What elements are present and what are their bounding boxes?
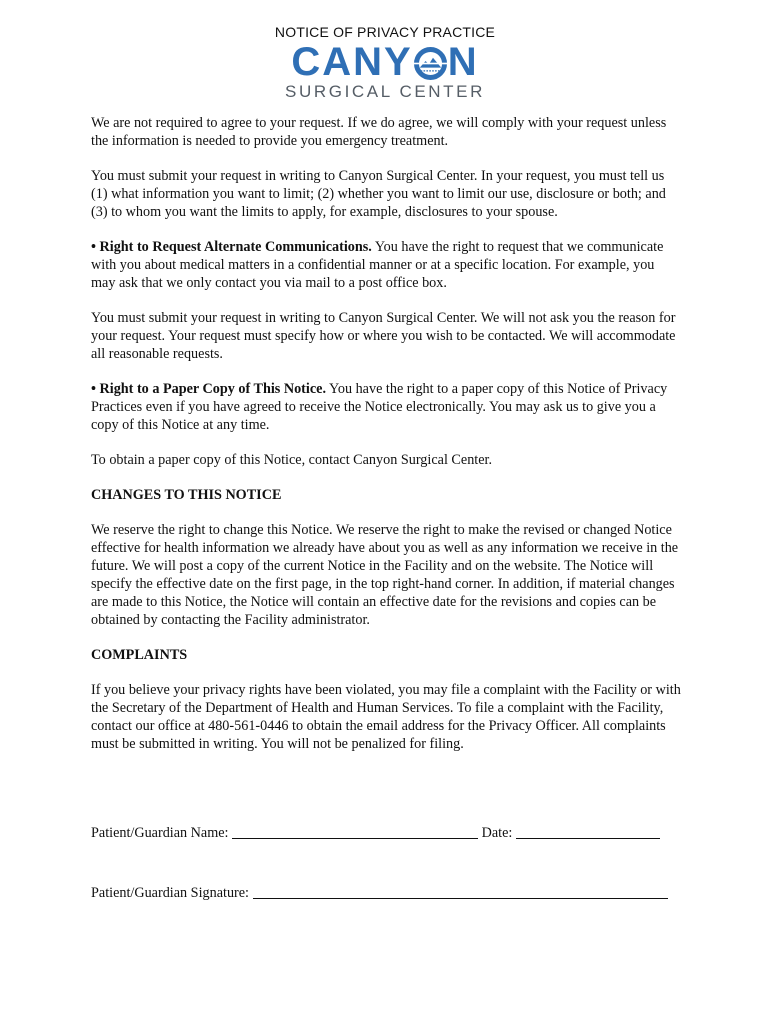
name-label: Patient/Guardian Name:: [91, 825, 229, 841]
paper-copy-text: You have the right to a paper copy of this Notice of Privacy Practices even if you have agreed to receive the Notice electronically. You may ask us to give you a copy of this Notice at any time.: [91, 381, 668, 433]
complaints-heading: COMPLAINTS: [91, 647, 188, 663]
paragraph-complaints: If you believe your privacy rights have been violated, you may file a complaint with the Facility or with the Secretary of the Department of Health and Human Services. To file a complaint with the Facility, contact our office at 480-561-0446 to obtain the email address for the Privacy Officer. All complaints must be submitted in writing. You will not be penalized for filing.: [91, 682, 681, 752]
paragraph-alternate-communications: [91, 238, 681, 292]
document-title: NOTICE OF PRIVACY PRACTICE: [274, 24, 496, 40]
signature-field[interactable]: [253, 884, 668, 899]
paragraph-changes: We reserve the right to change this Notice. We reserve the right to make the revised or changed Notice effective for health information we already have about you as well as any information we receive in the future. We will post a copy of the current Notice in the Facility and on the website. The Notice will specify the effective date on the first page, in the top right-hand corner. In addition, if material changes are made to this Notice, the Notice will contain an effective date for the revisions and copies can be obtained by contacting the Facility administrator.: [91, 522, 679, 628]
mountain-sun-icon: [414, 47, 447, 80]
paragraph-submit-request-2: You must submit your request in writing to Canyon Surgical Center. We will not ask you the reason for your request. Your request must specify how or where you wish to be contacted. We will accommodate all reasonable requests.: [91, 310, 676, 362]
name-date-line: [91, 822, 660, 842]
changes-heading: CHANGES TO THIS NOTICE: [91, 487, 282, 503]
paragraph-submit-request: You must submit your request in writing to Canyon Surgical Center. In your request, you must tell us (1) what information you want to limit; (2) whether you want to limit our use, disclosure or both; and (3) to whom you want the limits to apply, for example, disclosures to your spouse.: [91, 168, 666, 220]
date-label: Date:: [481, 825, 513, 841]
logo-wordmark: [291, 42, 478, 82]
paragraph-paper-copy: [91, 380, 681, 434]
logo-letters-left: CANY: [291, 40, 413, 84]
signature-label: Patient/Guardian Signature:: [91, 885, 249, 901]
paper-copy-heading: • Right to a Paper Copy of This Notice.: [91, 381, 326, 397]
date-field[interactable]: [516, 824, 660, 839]
canyon-logo: [0, 42, 770, 101]
paragraph-obtain-copy: To obtain a paper copy of this Notice, contact Canyon Surgical Center.: [91, 452, 493, 468]
logo-subtitle: SURGICAL CENTER: [285, 82, 485, 101]
logo-letter-right: N: [447, 40, 479, 84]
paragraph-agreement: We are not required to agree to your request. If we do agree, we will comply with your request unless the information is needed to provide you emergency treatment.: [91, 115, 667, 149]
notice-body: [91, 114, 681, 770]
alternate-communications-text: You have the right to request that we communicate with you about medical matters in a confidential manner or at a specific location. For example, you may ask that we only contact you via mail to a post office box.: [91, 239, 664, 291]
alternate-communications-heading: • Right to Request Alternate Communications.: [91, 239, 372, 255]
signature-line: [91, 882, 668, 902]
name-field[interactable]: [232, 824, 478, 839]
